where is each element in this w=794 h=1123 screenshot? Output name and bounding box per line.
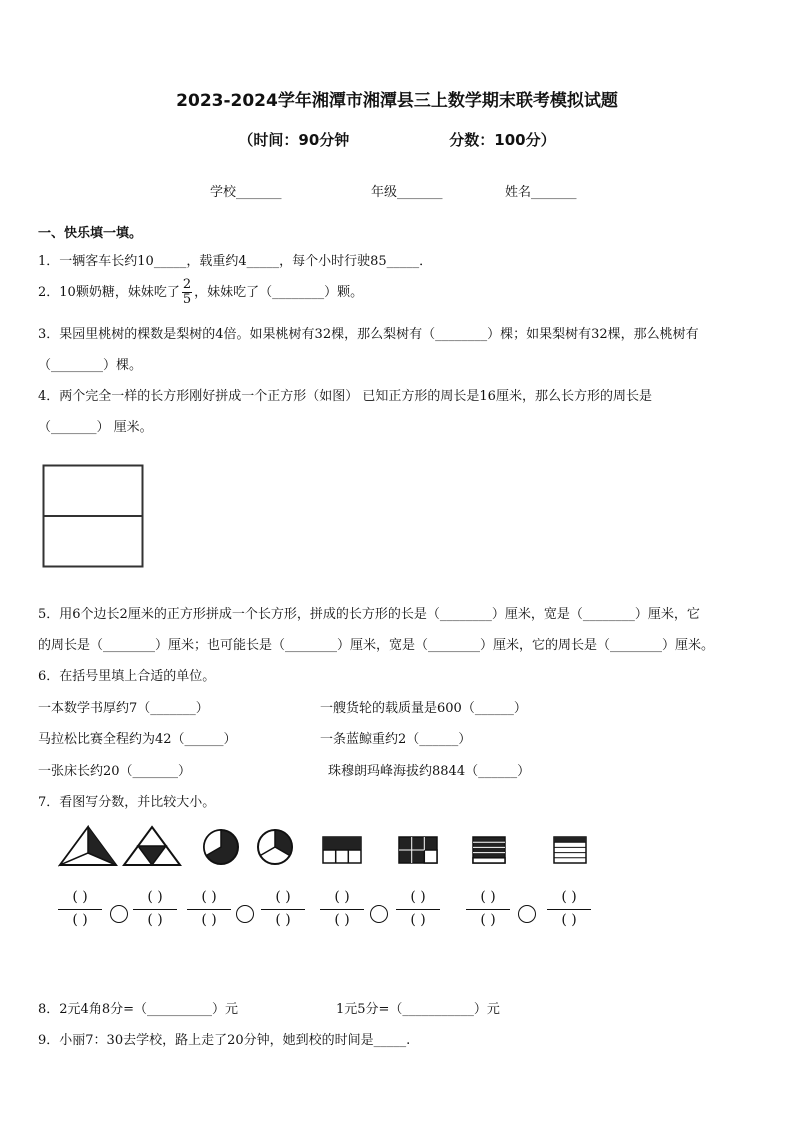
question-5-line-2: 的周长是（________）厘米；也可能长是（________）厘米，宽是（________）厘米，它的周长是（________）厘米。 xyxy=(38,638,715,653)
question-2 xyxy=(38,278,363,307)
question-4-line-2: （_______） 厘米。 xyxy=(38,420,153,435)
fraction-blank[interactable]: ( ) ( ) xyxy=(58,889,102,930)
fraction-denominator: 5 xyxy=(182,292,192,307)
score-info: 分数：100分） xyxy=(449,131,556,149)
striped-rect-figure xyxy=(472,836,508,866)
q2-text-before: 2．10颗奶糖，妹妹吃了 xyxy=(38,285,180,300)
question-8-left: 8．2元4角8分=（__________）元 xyxy=(38,1002,238,1017)
question-3-line-1: 3．果园里桃树的棵数是梨树的4倍。如果桃树有32棵，那么梨树有（________）棵；如果梨树有32棵，那么桃树有 xyxy=(38,327,699,342)
fraction-blank[interactable]: ( ) ( ) xyxy=(466,889,510,930)
exam-info xyxy=(0,129,794,150)
question-8-right: 1元5分=（___________）元 xyxy=(336,1002,500,1017)
q6-item: 马拉松比赛全程约为42（______） xyxy=(38,732,237,747)
section-heading: 一、快乐填一填。 xyxy=(38,226,143,241)
question-9: 9．小丽7：30去学校，路上走了20分钟，她到校的时间是_____. xyxy=(38,1033,411,1048)
question-1: 1．一辆客车长约10_____，载重约4_____，每个小时行驶85_____． xyxy=(38,254,433,269)
name-field[interactable]: 姓名_______ xyxy=(505,185,577,200)
grade-field[interactable]: 年级_______ xyxy=(371,185,443,200)
compare-circle[interactable] xyxy=(518,905,536,923)
grid-figure xyxy=(322,836,364,866)
striped-rect-figure xyxy=(553,836,589,866)
triangle-figure xyxy=(58,825,120,867)
circle-figure xyxy=(202,828,242,868)
fraction-blank[interactable]: ( ) ( ) xyxy=(187,889,231,930)
question-5-line-1: 5．用6个边长2厘米的正方形拼成一个长方形，拼成的长方形的长是（________）厘米，宽是（________）厘米，它 xyxy=(38,607,700,622)
compare-circle[interactable] xyxy=(236,905,254,923)
grid-figure xyxy=(398,836,440,866)
fraction-blank[interactable]: ( ) ( ) xyxy=(133,889,177,930)
question-3-line-2: （________）棵。 xyxy=(38,358,143,373)
page-title: 2023-2024学年湘潭市湘潭县三上数学期末联考模拟试题 xyxy=(176,91,618,111)
q2-text-after: ，妹妹吃了（________）颗。 xyxy=(194,285,364,300)
fraction-blank[interactable]: ( ) ( ) xyxy=(547,889,591,930)
q6-item: 一张床长约20（_______） xyxy=(38,764,192,779)
q6-item: 一条蓝鲸重约2（______） xyxy=(320,732,472,747)
triangle-figure xyxy=(122,825,184,867)
fraction-blank[interactable]: ( ) ( ) xyxy=(261,889,305,930)
q6-item: 一艘货轮的载质量是600（______） xyxy=(320,701,527,716)
q6-item: 一本数学书厚约7（_______） xyxy=(38,701,209,716)
question-7: 7．看图写分数，并比较大小。 xyxy=(38,795,216,810)
question-6: 6．在括号里填上合适的单位。 xyxy=(38,669,216,684)
question-4-line-1: 4．两个完全一样的长方形刚好拼成一个正方形（如图） 已知正方形的周长是16厘米，那么长方形的周长是 xyxy=(38,389,652,404)
fraction-blank[interactable]: ( ) ( ) xyxy=(396,889,440,930)
compare-circle[interactable] xyxy=(110,905,128,923)
school-field[interactable]: 学校_______ xyxy=(210,185,282,200)
square-figure xyxy=(42,464,146,570)
circle-figure xyxy=(256,828,296,868)
fraction-numerator: 2 xyxy=(182,277,192,292)
fraction-blank[interactable]: ( ) ( ) xyxy=(320,889,364,930)
time-info: （时间：90分钟 xyxy=(238,131,350,149)
compare-circle[interactable] xyxy=(370,905,388,923)
q6-item: 珠穆朗玛峰海拔约8844（______） xyxy=(328,764,531,779)
fraction xyxy=(182,278,192,307)
